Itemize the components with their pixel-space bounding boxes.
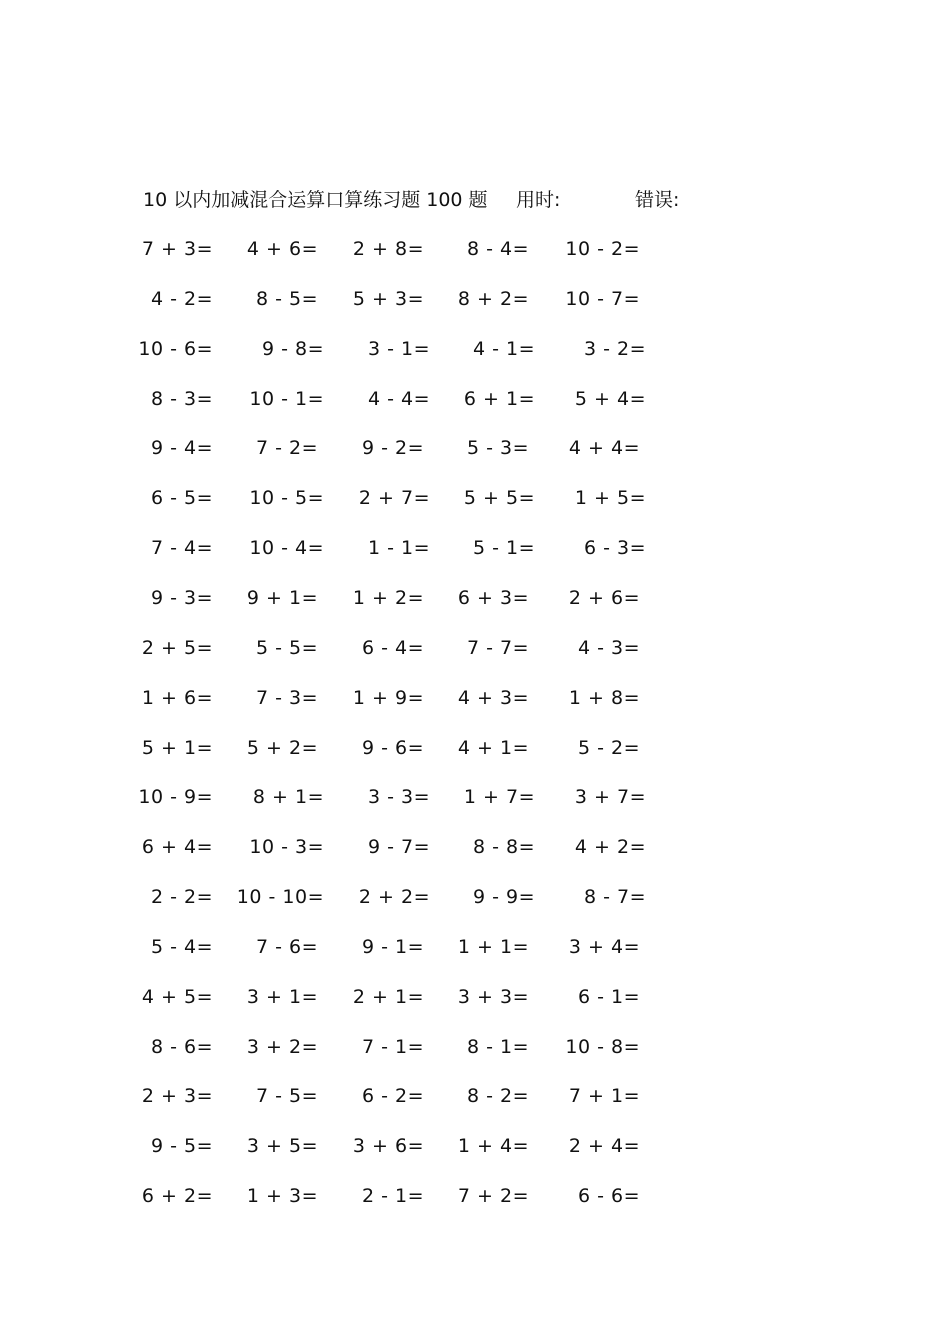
problem-item: 2 + 3= xyxy=(141,1085,213,1108)
problem-item: 10 - 6= xyxy=(138,337,213,360)
problem-item: 6 - 3= xyxy=(583,537,646,560)
problem-item: 8 + 1= xyxy=(252,786,324,809)
problem-item: 6 + 3= xyxy=(457,586,529,609)
problem-item: 8 - 2= xyxy=(466,1085,529,1108)
problem-item: 5 - 2= xyxy=(577,736,640,759)
problem-item: 7 - 2= xyxy=(255,437,318,460)
problem-item: 4 - 1= xyxy=(472,337,535,360)
problem-item: 2 + 6= xyxy=(568,586,640,609)
problem-item: 1 + 9= xyxy=(352,686,424,709)
problem-item: 10 - 7= xyxy=(565,287,640,310)
problem-item: 1 + 2= xyxy=(352,586,424,609)
problem-item: 6 - 5= xyxy=(150,487,213,510)
problem-item: 9 - 9= xyxy=(472,886,535,909)
problem-item: 4 - 2= xyxy=(150,287,213,310)
problem-item: 4 - 3= xyxy=(577,636,640,659)
problem-item: 7 - 4= xyxy=(150,537,213,560)
problem-item: 5 - 1= xyxy=(472,537,535,560)
problem-item: 7 - 7= xyxy=(466,636,529,659)
problem-item: 2 - 1= xyxy=(361,1185,424,1208)
problem-item: 10 - 10= xyxy=(236,886,324,909)
problem-item: 9 - 5= xyxy=(150,1135,213,1158)
problem-item: 3 - 3= xyxy=(367,786,430,809)
problem-item: 3 + 3= xyxy=(457,985,529,1008)
problem-item: 1 + 5= xyxy=(574,487,646,510)
problem-item: 2 + 4= xyxy=(568,1135,640,1158)
problem-item: 6 - 4= xyxy=(361,636,424,659)
errors-label: 错误: xyxy=(635,189,680,211)
problem-item: 5 + 1= xyxy=(141,736,213,759)
page-title: 10 以内加减混合运算口算练习题 100 题 xyxy=(143,189,488,211)
problem-item: 1 + 3= xyxy=(246,1185,318,1208)
problem-item: 9 + 1= xyxy=(246,586,318,609)
problem-item: 8 - 7= xyxy=(583,886,646,909)
problem-item: 7 - 5= xyxy=(255,1085,318,1108)
problem-item: 5 + 3= xyxy=(352,287,424,310)
problem-item: 4 + 4= xyxy=(568,437,640,460)
problem-item: 4 + 5= xyxy=(141,985,213,1008)
problem-item: 2 + 2= xyxy=(358,886,430,909)
problem-item: 8 - 4= xyxy=(466,238,529,260)
problem-item: 6 - 1= xyxy=(577,985,640,1008)
problem-item: 1 + 7= xyxy=(463,786,535,809)
problem-item: 10 - 1= xyxy=(249,387,324,410)
problem-item: 4 + 1= xyxy=(457,736,529,759)
problem-item: 8 - 8= xyxy=(472,836,535,859)
problem-item: 10 - 8= xyxy=(565,1035,640,1058)
problem-item: 3 + 1= xyxy=(246,985,318,1008)
problem-item: 4 + 3= xyxy=(457,686,529,709)
problem-item: 8 - 1= xyxy=(466,1035,529,1058)
problem-item: 3 + 7= xyxy=(574,786,646,809)
problem-item: 2 + 5= xyxy=(141,636,213,659)
problem-item: 5 - 4= xyxy=(150,935,213,958)
problem-item: 5 - 5= xyxy=(255,636,318,659)
problem-item: 8 - 5= xyxy=(255,287,318,310)
problem-item: 10 - 2= xyxy=(565,238,640,260)
problem-item: 6 + 4= xyxy=(141,836,213,859)
problem-item: 7 - 6= xyxy=(255,935,318,958)
problem-item: 5 + 4= xyxy=(574,387,646,410)
problem-item: 9 - 4= xyxy=(150,437,213,460)
problem-item: 5 + 2= xyxy=(246,736,318,759)
problem-item: 7 + 2= xyxy=(457,1185,529,1208)
problem-item: 1 + 1= xyxy=(457,935,529,958)
problem-item: 2 - 2= xyxy=(150,886,213,909)
problem-item: 6 - 6= xyxy=(577,1185,640,1208)
problem-item: 9 - 2= xyxy=(361,437,424,460)
problem-item: 9 - 7= xyxy=(367,836,430,859)
problem-item: 3 + 6= xyxy=(352,1135,424,1158)
problem-item: 2 + 1= xyxy=(352,985,424,1008)
problem-item: 8 + 2= xyxy=(457,287,529,310)
problem-item: 3 + 5= xyxy=(246,1135,318,1158)
problem-item: 1 + 4= xyxy=(457,1135,529,1158)
problem-item: 3 + 2= xyxy=(246,1035,318,1058)
problem-item: 3 + 4= xyxy=(568,935,640,958)
problem-item: 1 + 6= xyxy=(141,686,213,709)
problem-item: 2 + 7= xyxy=(358,487,430,510)
problem-item: 7 - 3= xyxy=(255,686,318,709)
problem-item: 10 - 9= xyxy=(138,786,213,809)
problem-item: 6 + 2= xyxy=(141,1185,213,1208)
problem-item: 5 - 3= xyxy=(466,437,529,460)
problem-item: 10 - 3= xyxy=(249,836,324,859)
problem-item: 8 - 6= xyxy=(150,1035,213,1058)
problem-item: 9 - 3= xyxy=(150,586,213,609)
problem-item: 3 - 2= xyxy=(583,337,646,360)
problem-item: 7 + 3= xyxy=(141,238,213,260)
problem-item: 4 - 4= xyxy=(367,387,430,410)
problem-item: 7 - 1= xyxy=(361,1035,424,1058)
problem-item: 9 - 8= xyxy=(261,337,324,360)
problem-item: 3 - 1= xyxy=(367,337,430,360)
problem-item: 7 + 1= xyxy=(568,1085,640,1108)
problem-item: 1 + 8= xyxy=(568,686,640,709)
problem-item: 6 + 1= xyxy=(463,387,535,410)
problem-item: 10 - 4= xyxy=(249,537,324,560)
problem-item: 4 + 6= xyxy=(246,238,318,260)
problem-item: 6 - 2= xyxy=(361,1085,424,1108)
problem-item: 4 + 2= xyxy=(574,836,646,859)
problem-item: 1 - 1= xyxy=(367,537,430,560)
problem-item: 5 + 5= xyxy=(463,487,535,510)
problem-item: 10 - 5= xyxy=(249,487,324,510)
problem-item: 9 - 1= xyxy=(361,935,424,958)
problem-item: 2 + 8= xyxy=(352,238,424,260)
time-used-label: 用时: xyxy=(516,189,561,211)
problem-item: 8 - 3= xyxy=(150,387,213,410)
problem-item: 9 - 6= xyxy=(361,736,424,759)
